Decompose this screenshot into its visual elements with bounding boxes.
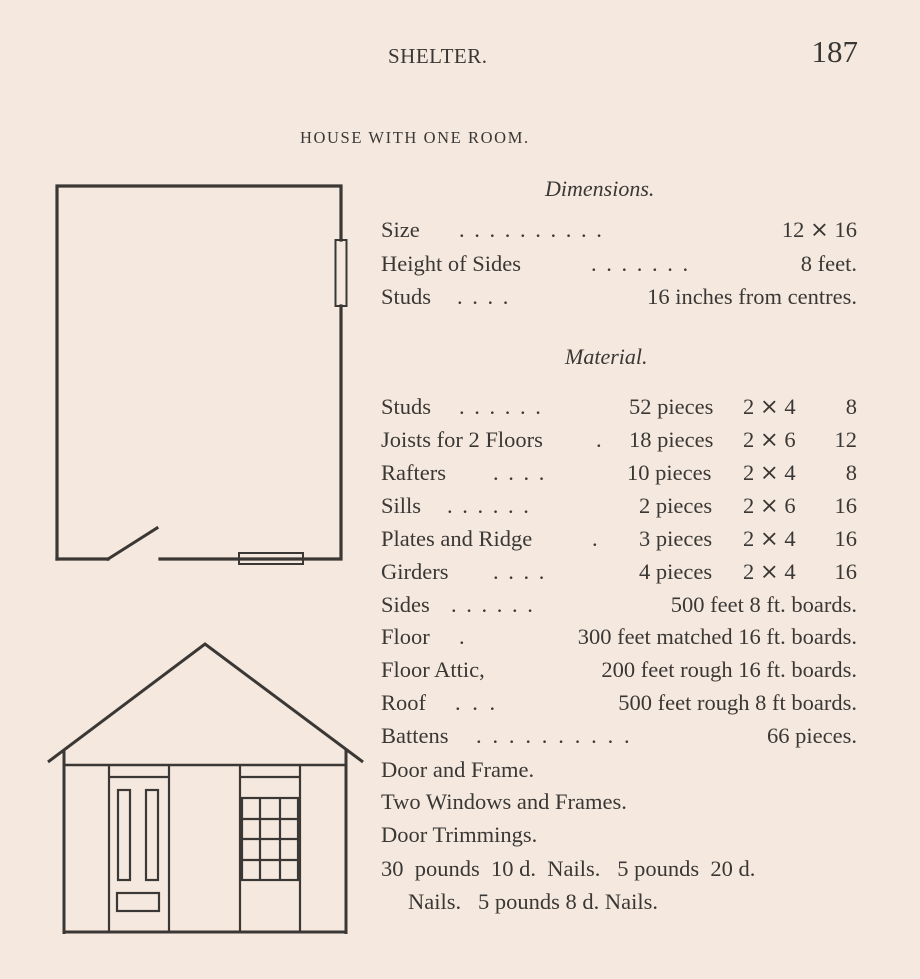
plan-door-swing (108, 528, 157, 559)
material-size: 2 ⨯ 4 (743, 526, 796, 551)
material-size: 2 ⨯ 6 (743, 427, 796, 452)
material-size: 2 ⨯ 6 (743, 493, 796, 518)
material-row (381, 558, 857, 586)
material-qty: 2 pieces (639, 493, 713, 518)
page-number: 187 (811, 34, 858, 69)
nails-line-1: 30 pounds 10 d. Nails. 5 pounds 20 d. (381, 856, 756, 881)
material-length: 16 (834, 559, 857, 584)
material-plain-line: Two Windows and Frames. (381, 789, 627, 814)
running-head: SHELTER. (388, 44, 488, 68)
dimension-row-height (381, 250, 857, 278)
material-size: 2 ⨯ 4 (743, 559, 796, 584)
material-plain-line: Door and Frame. (381, 757, 535, 782)
dimensions-heading: Dimensions. (545, 176, 655, 201)
dot-leader: . . . . . . . (591, 251, 691, 276)
material-row (381, 492, 857, 520)
material-length: 8 (845, 460, 857, 485)
elevation-window (240, 765, 300, 932)
material-value: 300 feet matched 16 ft. boards. (577, 624, 857, 649)
plan-window-side (336, 240, 347, 306)
material-label: Joists for 2 Floors (381, 427, 543, 452)
dot-leader: . . . . . . (459, 394, 543, 419)
material-qty: 18 pieces (629, 427, 714, 452)
elevation-door (109, 765, 169, 932)
dimension-value: 16 inches from centres. (647, 284, 857, 309)
material-length: 8 (845, 394, 857, 419)
material-qty: 10 pieces (627, 460, 712, 485)
material-line (381, 591, 857, 619)
material-value: 500 feet rough 8 ft boards. (618, 690, 857, 715)
material-heading: Material. (565, 344, 648, 369)
dimension-value: 8 feet. (800, 251, 857, 276)
dimension-row-studs (381, 283, 857, 311)
material-row (381, 426, 857, 454)
material-line (381, 722, 857, 750)
dot-leader: . . . . (457, 284, 511, 309)
dot-leader: . (596, 427, 602, 452)
dimension-label: Height of Sides (381, 251, 521, 276)
elevation (48, 644, 363, 934)
material-length: 16 (834, 526, 857, 551)
material-label: Rafters (381, 460, 446, 485)
dot-leader: . . . . . . . . . . (476, 723, 633, 748)
material-plain-line: Door Trimmings. (381, 822, 538, 847)
dimension-row-size (381, 216, 857, 244)
nails-line-2: Nails. 5 pounds 8 d. Nails. (408, 889, 658, 914)
material-label: Plates and Ridge (381, 526, 533, 551)
material-line (381, 656, 857, 684)
material-row (381, 459, 857, 487)
material-value: 500 feet 8 ft. boards. (670, 592, 857, 617)
material-value: 66 pieces. (767, 723, 857, 748)
material-value: 200 feet rough 16 ft. boards. (601, 657, 857, 682)
material-label: Girders (381, 559, 449, 584)
material-row (381, 393, 857, 421)
dimension-label: Size (381, 217, 420, 242)
material-label: Studs (381, 394, 432, 419)
material-label: Roof (381, 690, 426, 715)
dot-leader: . . . . . . . . . . (459, 217, 604, 242)
material-row (381, 525, 857, 553)
material-label: Battens (381, 723, 449, 748)
dimension-label: Studs (381, 284, 432, 309)
material-label: Floor Attic, (381, 657, 485, 682)
section-title: HOUSE WITH ONE ROOM. (300, 128, 530, 147)
material-qty: 52 pieces (629, 394, 714, 419)
material-label: Floor (381, 624, 430, 649)
material-size: 2 ⨯ 4 (743, 394, 796, 419)
material-length: 16 (834, 493, 857, 518)
floor-plan (57, 186, 347, 564)
dot-leader: . (459, 624, 465, 649)
dot-leader: . (592, 526, 598, 551)
material-size: 2 ⨯ 4 (743, 460, 796, 485)
dimension-value: 12 ⨯ 16 (781, 217, 857, 242)
dot-leader: . . . . . . (447, 493, 531, 518)
dot-leader: . . . . (493, 559, 547, 584)
dot-leader: . . . (455, 690, 499, 715)
dot-leader: . . . . . . (451, 592, 535, 617)
material-line (381, 623, 857, 651)
material-length: 12 (834, 427, 857, 452)
material-qty: 4 pieces (639, 559, 713, 584)
material-label: Sides (381, 592, 430, 617)
elevation-roof (48, 644, 363, 762)
material-line (381, 689, 857, 717)
material-qty: 3 pieces (639, 526, 713, 551)
material-label: Sills (381, 493, 422, 518)
dot-leader: . . . . (493, 460, 547, 485)
